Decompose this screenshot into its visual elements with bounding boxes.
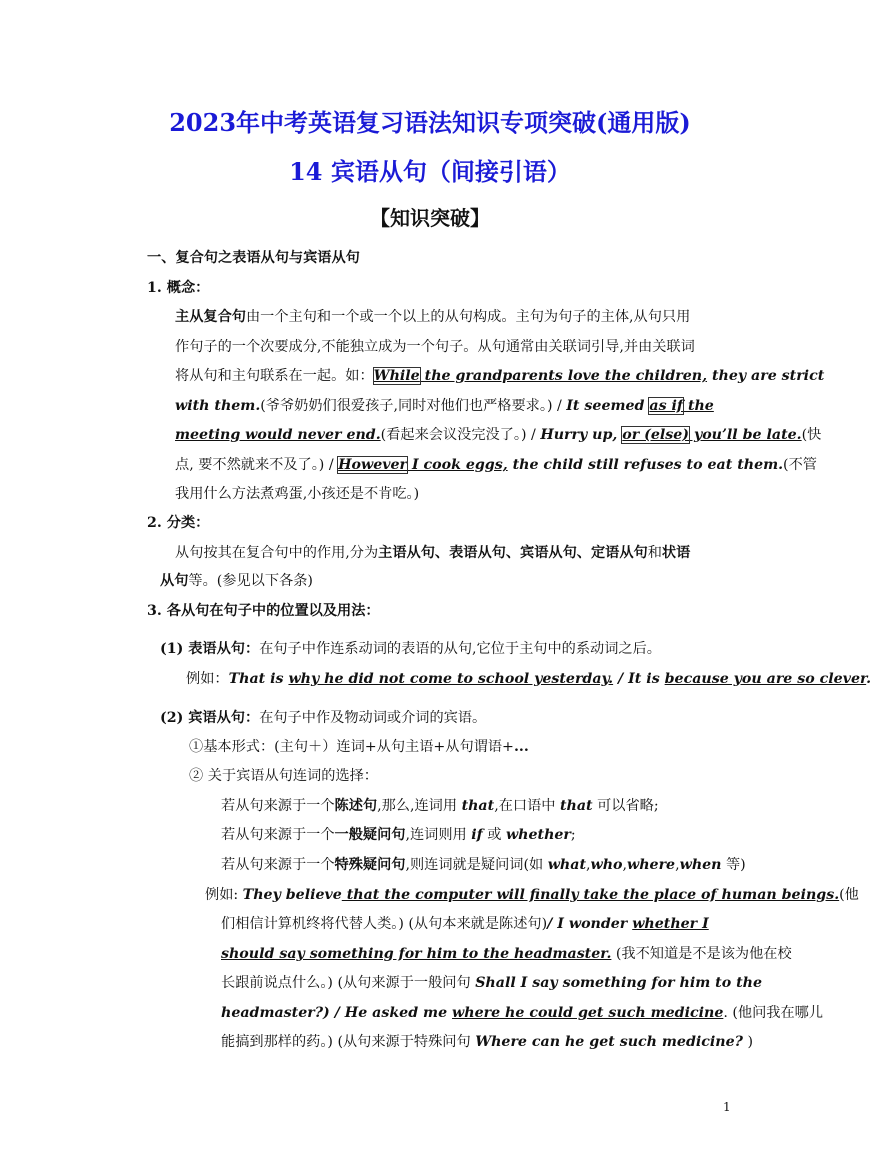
translation: 长跟前说点什么。) (从句来源于一般问句 (221, 975, 476, 991)
text: 和 (647, 545, 662, 561)
however-keyword: However (338, 457, 407, 473)
text: ,那么,连词用 (377, 798, 462, 814)
example-main: Hurry up, (540, 427, 623, 443)
term: 特殊疑问句 (334, 857, 406, 873)
clause-type: 状语 (661, 545, 691, 561)
text: ,则连词就是疑问词(如 (405, 857, 548, 873)
text: 例如: (205, 887, 243, 903)
text: 等) (721, 857, 746, 873)
heading-classification: 2. 分类： (147, 515, 210, 531)
example-main: Where can he get such medicine? (475, 1034, 743, 1050)
example-line-3 (221, 944, 792, 964)
text: 由一个主句和一个或一个以上的从句构成。主句为句子的主体,从句只用 (245, 309, 691, 325)
rule-declarative (221, 796, 659, 816)
predicative-label: (1) 表语从句： (160, 641, 260, 657)
example-clause: the grandparents love the children, (419, 368, 708, 384)
term-complex-sentence: 主从复合句 (175, 309, 246, 325)
example-line-2 (221, 914, 709, 934)
translation: (快 (801, 427, 822, 443)
concept-line-5 (175, 425, 821, 445)
text: 可以省略; (592, 798, 659, 814)
text: ,连词则用 (405, 827, 472, 843)
example-main: / It is (613, 671, 665, 687)
text: , (622, 857, 628, 873)
example-main: That is (228, 671, 289, 687)
translation: 能搞到那样的药。) (从句来源于特殊问句 (221, 1034, 476, 1050)
example-clause: meeting would never end. (175, 427, 381, 443)
example-main: It seemed (566, 398, 650, 414)
text: 从句按其在复合句中的作用,分为 (175, 545, 379, 561)
example-main: They believe (242, 887, 342, 903)
concept-line-6 (175, 455, 817, 475)
section-title: 【知识突破】 (370, 206, 490, 230)
or-else-keyword: or (else) (622, 427, 690, 443)
rule-special-question (221, 855, 746, 875)
clause-type: 从句 (160, 573, 189, 589)
translation: 们相信计算机终将代替人类。) (从句本来就是陈述句) (221, 916, 548, 932)
object-clause-line (160, 708, 486, 728)
as-if-keyword: as if (649, 398, 683, 414)
example-line-1 (205, 885, 859, 905)
example-clause: whether I (632, 916, 709, 932)
rule-general-question (221, 825, 576, 845)
text: ; (570, 827, 576, 843)
text: 例如： (186, 671, 229, 687)
keyword: who (590, 857, 623, 873)
keyword: what (547, 857, 586, 873)
object-label: (2) 宾语从句： (160, 710, 260, 726)
keyword: if (471, 827, 483, 843)
example-main: Shall I say something for him to the (475, 975, 763, 991)
text: ) (742, 1034, 753, 1050)
example-main: the child still refuses to eat them. (507, 457, 784, 473)
page-number: 1 (723, 1100, 731, 1114)
keyword: whether (505, 827, 571, 843)
example-clause: I cook eggs, (407, 457, 508, 473)
example-main: with them. (175, 398, 261, 414)
example-main: headmaster?) / He asked me (221, 1005, 453, 1021)
concept-line-3 (175, 366, 824, 386)
conjunction-choice: ② 关于宾语从句连词的选择： (189, 768, 378, 784)
translation: 点, 要不然就来不及了。) / (175, 457, 339, 473)
example-clause: because you are so clever (664, 671, 867, 687)
heading-1: 一、复合句之表语从句与宾语从句 (147, 250, 360, 266)
example-clause: the (683, 398, 714, 414)
heading-concept: 1. 概念： (147, 280, 210, 296)
translation: (看起来会议没完没了。) / (380, 427, 541, 443)
while-keyword: While (373, 368, 420, 384)
example-clause: where he could get such medicine (452, 1005, 724, 1021)
example-main: / I wonder (547, 916, 633, 932)
text: 在句子中作及物动词或介词的宾语。 (259, 710, 487, 726)
translation: (他 (839, 887, 859, 903)
page-title: 2023年中考英语复习语法知识专项突破(通用版) (169, 108, 691, 137)
predicative-example (186, 669, 871, 689)
example-line-6 (221, 1032, 753, 1052)
concept-line-4 (175, 396, 714, 416)
translation: (不管 (783, 457, 817, 473)
example-clause: why he did not come to school yesterday. (288, 671, 614, 687)
text: ... (513, 739, 529, 755)
classification-line-2 (160, 571, 313, 591)
classification-line-1 (175, 543, 690, 563)
basic-form (189, 737, 529, 757)
concept-line-7: 我用什么方法煮鸡蛋,小孩还是不肯吃。) (175, 486, 420, 502)
concept-line-2: 作句子的一个次要成分,不能独立成为一个句子。从句通常由关联词引导,并由关联词 (175, 339, 695, 355)
example-main: they are strict (707, 368, 825, 384)
predicative-clause-line (160, 639, 661, 659)
text: ①基本形式：(主句＋）连词+从句主语+从句谓语+ (189, 739, 514, 755)
text: 将从句和主句联系在一起。如： (175, 368, 374, 384)
translation: . (他问我在哪儿 (723, 1005, 824, 1021)
heading-usage: 3. 各从句在句子中的位置以及用法： (147, 603, 380, 619)
clause-types: 主语从句、表语从句、宾语从句、定语从句 (378, 545, 648, 561)
text: . (866, 671, 871, 687)
text: , (675, 857, 680, 873)
keyword: that (559, 798, 593, 814)
term: 一般疑问句 (334, 827, 406, 843)
text: 若从句来源于一个 (221, 827, 335, 843)
concept-line-1 (175, 307, 690, 327)
text: , (586, 857, 591, 873)
text: 等。(参见以下各条) (188, 573, 313, 589)
example-clause: that the computer will finally take the place of human beings. (341, 887, 840, 903)
page-subtitle: 14 宾语从句（间接引语） (289, 157, 571, 186)
example-line-5 (221, 1003, 823, 1023)
text: 若从句来源于一个 (221, 857, 335, 873)
term: 陈述句 (334, 798, 378, 814)
text: 在句子中作连系动词的表语的从句,它位于主句中的系动词之后。 (259, 641, 661, 657)
text: 若从句来源于一个 (221, 798, 335, 814)
text: ,在口语中 (494, 798, 560, 814)
example-line-4 (221, 973, 762, 993)
keyword: when (679, 857, 722, 873)
text: 或 (482, 827, 506, 843)
example-clause: should say something for him to the headmaster. (221, 946, 612, 962)
translation: (我不知道是不是该为他在校 (611, 946, 792, 962)
keyword: that (461, 798, 495, 814)
example-clause: you’ll be late. (689, 427, 802, 443)
keyword: where (627, 857, 676, 873)
translation: (爷爷奶奶们很爱孩子,同时对他们也严格要求。) / (260, 398, 567, 414)
